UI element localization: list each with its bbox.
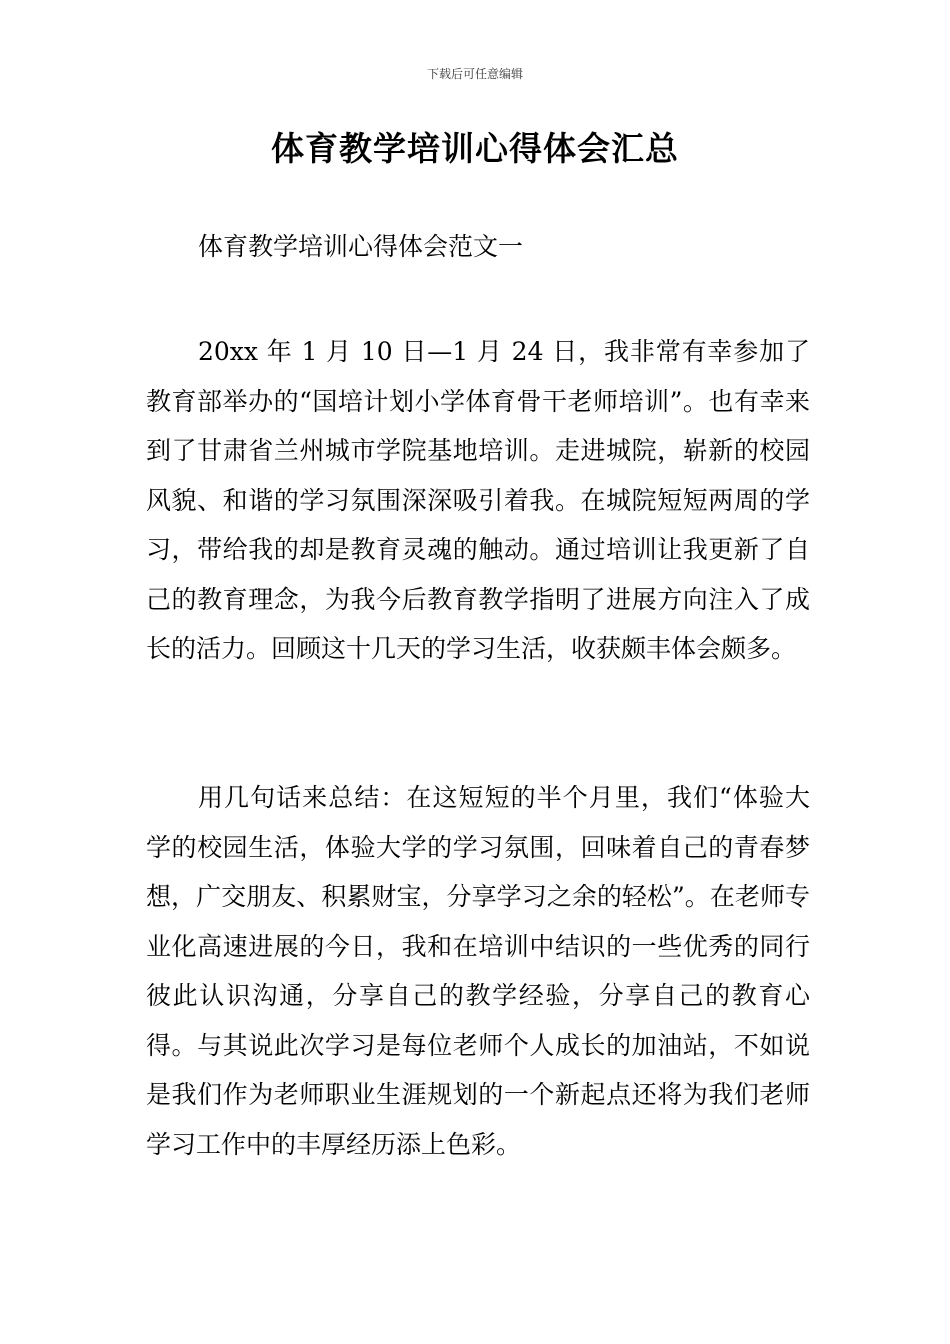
header-note: 下载后可任意编辑 xyxy=(426,67,523,81)
page-title: 体育教学培训心得体会汇总 xyxy=(271,129,679,168)
body-paragraph-2: 用几句话来总结：在这短短的半个月里，我们“体验大学的校园生活，体验大学的学习氛围，回味着自己的青春梦想，广交朋友、积累财宝，分享学习之余的轻松”。在老师专业化高速进展的今日，我和在培训中结识的一些优秀的同行彼此认识沟通，分享自己的教学经验，分享自己的教育心得。与其说此次学习是每位老师个人成长的加油站，不如说是我们作为老师职业生涯规划的一个新起点还将为我们老师学习工作中的丰厚经历添上色彩。 xyxy=(146,783,810,1159)
body-paragraph-1: 20xx 年 1 月 10 日—1 月 24 日，我非常有幸参加了教育部举办的“国培计划小学体育骨干老师培训”。也有幸来到了甘肃省兰州城市学院基地培训。走进城院，崭新的校园风貌、和谐的学习氛围深深吸引着我。在城院短短两周的学习，带给我的却是教育灵魂的触动。通过培训让我更新了自己的教育理念，为我今后教育教学指明了进展方向注入了成长的活力。回顾这十几天的学习生活，收获颇丰体会颇多。 xyxy=(146,337,810,663)
section-subtitle: 体育教学培训心得体会范文一 xyxy=(198,232,524,261)
